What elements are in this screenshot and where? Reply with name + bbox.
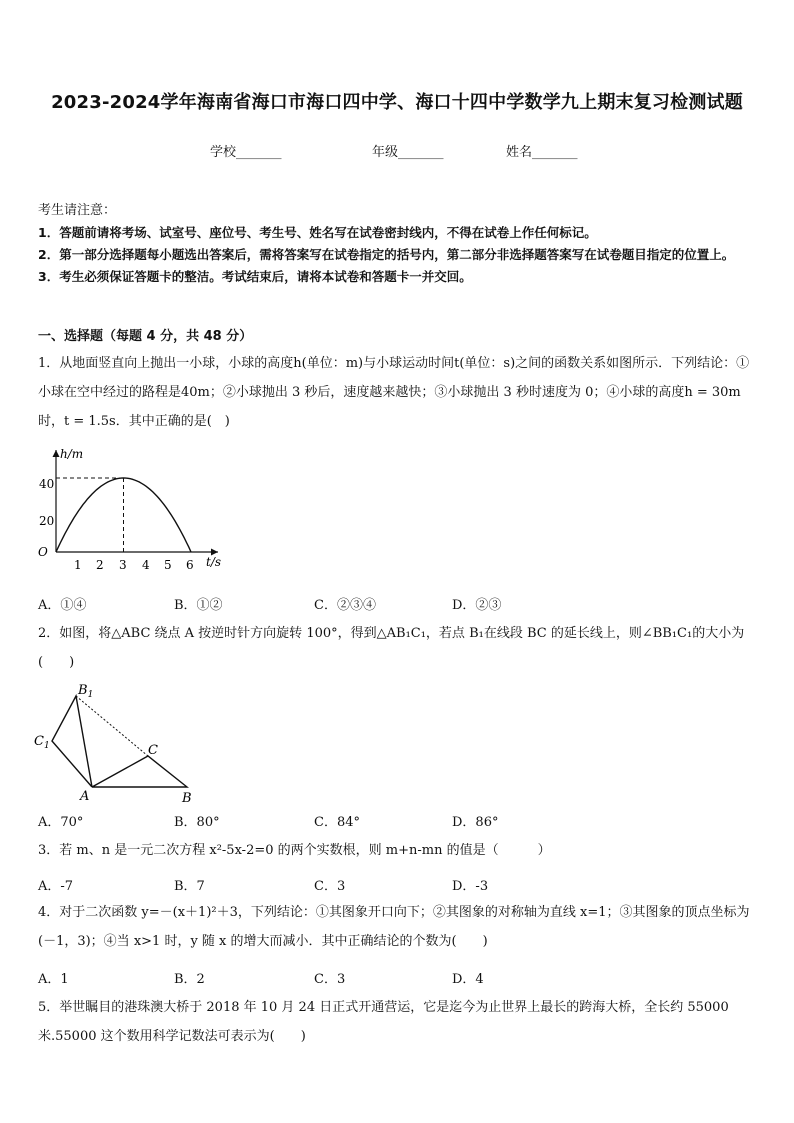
y-tick-label: 20 (39, 514, 55, 528)
question-4-text: 4．对于二次函数 y=－(x＋1)²＋3，下列结论：①其图象开口向下；②其图象的对称轴为直线 x=1；③其图象的顶点坐标为(－1，3)；④当 x>1 时，y 随 x 的增大而减小．其中正确结论的个数为( ) (38, 905, 750, 949)
triangle-abc (92, 756, 187, 787)
label-c1: $C_1$ (34, 734, 50, 751)
notice-block (38, 200, 760, 288)
option-b[interactable]: B．80° (174, 815, 220, 830)
option-c[interactable]: C．3 (314, 972, 346, 987)
section-heading: 一、选择题（每题 4 分，共 48 分） (38, 329, 253, 344)
question-5-text: 5．举世瞩目的港珠澳大桥于 2018 年 10 月 24 日正式开通营运，它是迄今为止世界上最长的跨海大桥，全长约 55000 米.55000 这个数用科学记数法可表示为( ) (38, 1000, 729, 1044)
option-c[interactable]: C．84° (314, 815, 360, 830)
x-tick-label: 5 (164, 558, 172, 572)
option-d[interactable]: D．②③ (452, 598, 502, 613)
label-b1: $B_1$ (78, 683, 94, 700)
x-axis-label: t/s (206, 555, 222, 569)
triangle-ab1c1 (52, 696, 92, 787)
question-2-options (38, 811, 760, 831)
x-tick-label: 3 (119, 558, 127, 572)
x-tick-label: 4 (142, 558, 150, 572)
x-tick-label: 2 (96, 558, 104, 572)
label-a: A (80, 789, 90, 804)
label-c: C (148, 743, 158, 758)
notice-heading: 考生请注意： (38, 203, 117, 218)
q2-rotation-figure (30, 680, 210, 805)
grade-field: 年级_______ (372, 145, 444, 160)
question-4-options (38, 968, 760, 988)
option-d[interactable]: D．4 (452, 972, 484, 987)
notice-item: 1．答题前请将考场、试室号、座位号、考生号、姓名写在试卷密封线内，不得在试卷上作任何标记。 (38, 225, 597, 240)
y-tick-label: 40 (39, 477, 55, 491)
option-a[interactable]: A．1 (38, 972, 69, 987)
option-b[interactable]: B．①② (174, 598, 223, 613)
question-1-options (38, 594, 760, 614)
question-3-options (38, 875, 760, 895)
question-3-text: 3．若 m、n 是一元二次方程 x²-5x-2=0 的两个实数根，则 m+n-mn 的值是（ ） (38, 843, 551, 858)
option-b[interactable]: B．2 (174, 972, 205, 987)
question-1-text: 1．从地面竖直向上抛出一小球，小球的高度h(单位：m)与小球运动时间t(单位：s)之间的函数关系如图所示．下列结论：①小球在空中经过的路程是40m；②小球抛出 3 秒后，速度越来越快；③小球抛出 3 秒时速度为 0；④小球的高度h = 30m时，t = 1.5s．其中正确的是( ) (38, 356, 750, 429)
label-b: B (182, 791, 192, 805)
school-field: 学校_______ (210, 145, 282, 160)
option-c[interactable]: C．3 (314, 879, 346, 894)
x-tick-label: 6 (186, 558, 194, 572)
page-title: 2023-2024学年海南省海口市海口四中学、海口十四中学数学九上期末复习检测试题 (51, 92, 743, 113)
question-2-text: 2．如图，将△ABC 绕点 A 按逆时针方向旋转 100°，得到△AB₁C₁，若点 B₁在线段 BC 的延长线上，则∠BB₁C₁的大小为( ) (38, 626, 745, 670)
notice-item: 2．第一部分选择题每小题选出答案后，需将答案写在试卷指定的括号内，第二部分非选择题答案写在试卷题目指定的位置上。 (38, 247, 735, 262)
option-d[interactable]: D．86° (452, 815, 499, 830)
option-b[interactable]: B．7 (174, 879, 205, 894)
y-axis-label: h/m (60, 447, 84, 461)
option-c[interactable]: C．②③④ (314, 598, 376, 613)
option-a[interactable]: A．-7 (38, 879, 74, 894)
x-tick-label: 1 (74, 558, 82, 572)
option-a[interactable]: A．①④ (38, 598, 87, 613)
option-a[interactable]: A．70° (38, 815, 84, 830)
name-field: 姓名_______ (506, 145, 578, 160)
origin-label: O (38, 545, 48, 559)
option-d[interactable]: D．-3 (452, 879, 489, 894)
segment-b1-c-dashed (76, 696, 148, 756)
q1-height-time-graph (30, 444, 230, 579)
notice-item: 3．考生必须保证答题卡的整洁。考试结束后，请将本试卷和答题卡一并交回。 (38, 269, 472, 284)
